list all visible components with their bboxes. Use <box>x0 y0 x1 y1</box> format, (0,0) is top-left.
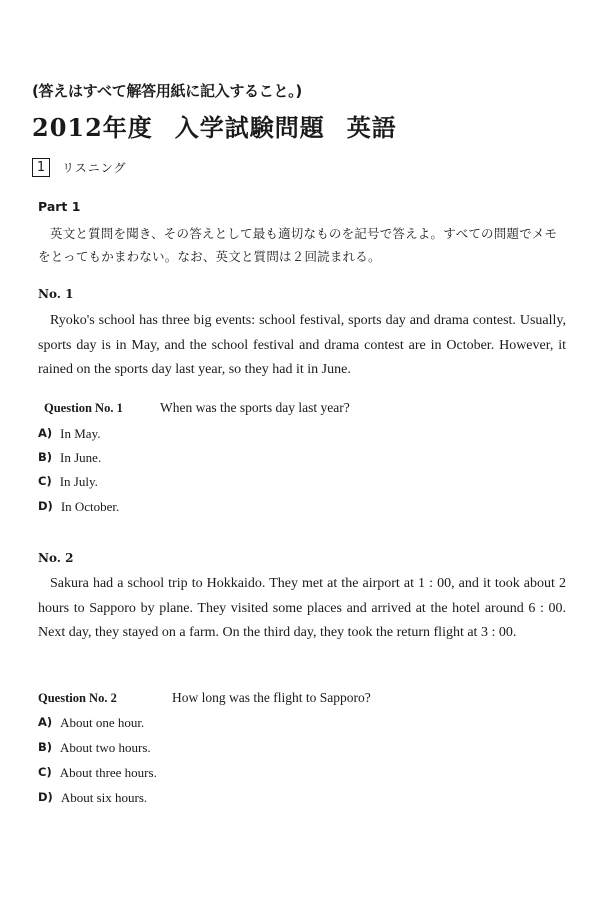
problem-1-option-b <box>38 450 101 466</box>
option-text: About three hours. <box>59 765 157 780</box>
option-letter: C) <box>38 765 52 779</box>
problem-1-option-c <box>38 474 98 490</box>
option-text: In October. <box>60 499 120 514</box>
question-1-text: When was the sports day last year? <box>160 400 350 415</box>
option-text: In May. <box>60 426 101 441</box>
problem-2-option-a <box>38 715 144 731</box>
section-number: 1 <box>32 158 50 177</box>
problem-2-option-c <box>38 765 157 781</box>
problem-1-question <box>44 400 350 416</box>
option-text: About one hour. <box>60 715 145 730</box>
problem-1-option-a <box>38 426 100 442</box>
title-subject: 英語 <box>346 113 397 142</box>
question-2-label: Question No. 2 <box>38 691 117 705</box>
part-title: Part 1 <box>38 199 81 214</box>
section-label: リスニング <box>62 161 127 175</box>
problem-1-option-d <box>38 499 119 515</box>
question-1-label: Question No. 1 <box>44 401 123 415</box>
option-text: In July. <box>59 474 98 489</box>
option-letter: B) <box>38 740 53 754</box>
option-text: About two hours. <box>60 740 151 755</box>
title-main: 入学試験問題 <box>174 113 325 142</box>
option-letter: B) <box>38 450 53 464</box>
problem-2-question <box>38 690 371 706</box>
option-text: About six hours. <box>60 790 148 805</box>
question-2-text: How long was the flight to Sapporo? <box>172 690 371 705</box>
problem-1-number: No. 1 <box>38 287 74 301</box>
problem-2-option-b <box>38 740 151 756</box>
option-letter: C) <box>38 474 52 488</box>
option-text: In June. <box>60 450 102 465</box>
problem-2-option-d <box>38 790 147 806</box>
instruction-note: (答えはすべて解答用紙に記入すること。) <box>32 82 302 100</box>
section-header <box>32 158 127 177</box>
page-title <box>32 108 397 143</box>
problem-2-number: No. 2 <box>38 551 74 565</box>
problem-2-passage: Sakura had a school trip to Hokkaido. They met at the airport at 1 : 00, and it took about 2 hours to Sapporo by plane. They visited some places and arrived at the hotel around 6 : 00. Next day, they stayed on a farm. On the third day, they took the return flight at 3 : 00. <box>38 576 566 640</box>
option-letter: A) <box>38 426 53 440</box>
option-letter: D) <box>38 790 53 804</box>
problem-1-passage: Ryoko's school has three big events: school festival, sports day and drama contest. Usually, sports day is in May, and the school festival and drama contest are in October. However, it rained on the sports day last year, so they had it in June. <box>38 313 566 377</box>
option-letter: D) <box>38 499 53 513</box>
title-year: 2012年度 <box>32 113 153 142</box>
option-letter: A) <box>38 715 53 729</box>
part-instructions: 英文と質問を聞き、その答えとして最も適切なものを記号で答えよ。すべての問題でメモをとってもかまわない。なお、英文と質問は２回読まれる。 <box>38 226 558 264</box>
